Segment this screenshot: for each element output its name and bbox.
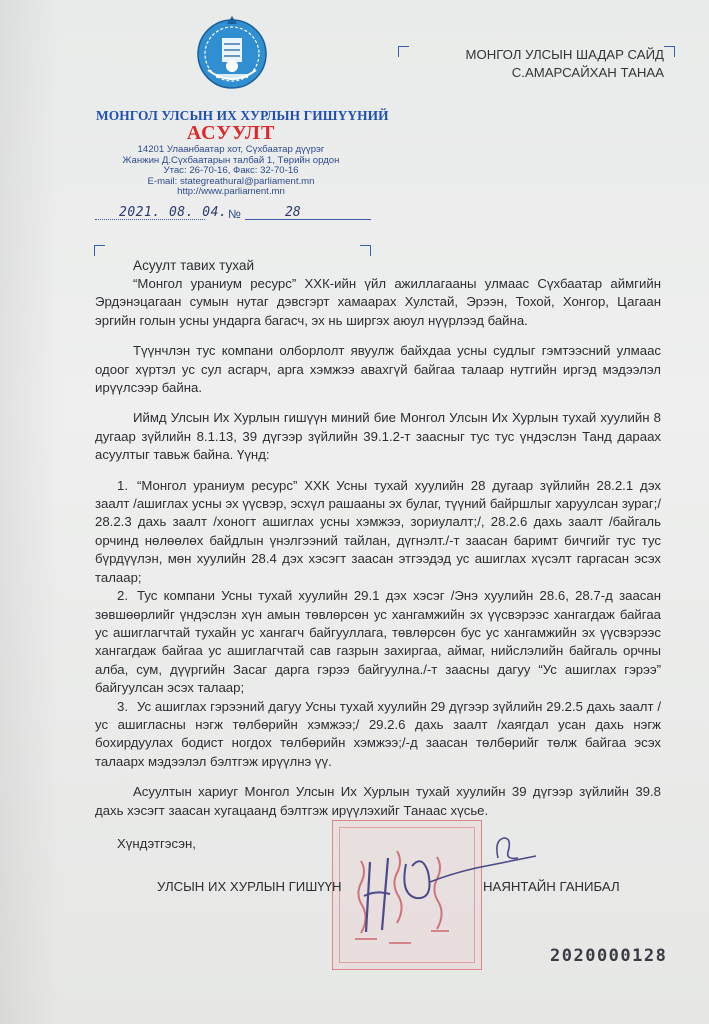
question-text: Тус компани Усны тухай хуулийн 29.1 дэх хэсэг /Энэ хуулийн 28.6, 28.7-д заасан зөвшөөрлийг үндэслэн хүн амын төвлөрсөн ус хангамжийн эх үүсвэрээс хангагдаж байгаа ус ашиглагчтай тухайн ус хангагч байгууллага, төвлөрсөн бус ус хангамжийн эх үүсвэрээс хангагдаж байгаа ус ашиглагчтай сав газрын захиргаа, аймаг, нийслэлийн байгаль орчны алба, сум, дүүргийн Засаг дарга гэрээ байгуулна./-т заасны дагуу “Ус ашиглах гэрээ” байгуулсан эсэх талаар;	[95, 588, 661, 696]
date-rule	[95, 219, 205, 220]
signatory-title: УЛСЫН ИХ ХУРЛЫН ГИШҮҮН	[157, 879, 342, 894]
addressee-block	[402, 46, 664, 82]
address-line: Жанжин Д.Сүхбаатарын талбай 1, Төрийн ордон	[122, 154, 340, 166]
question-number: 2.	[117, 588, 128, 604]
closing-paragraph: Асуултын хариуг Монгол Улсын Их Хурлын тухай хуулийн 39 дүгээр зүйлийн 39.8 дахь хэсэгт заасан хугацаанд бэлтгэж ирүүлэхийг Танаас хүсье.	[95, 784, 661, 818]
phone-line: Утас: 26-70-16, Факс: 32-70-16	[163, 165, 299, 177]
website-line: http://www.parliament.mn	[177, 186, 285, 198]
org-name: МОНГОЛ УЛСЫН ИХ ХУРЛЫН ГИШҮҮНИЙ	[96, 108, 389, 123]
question-number: 3.	[117, 698, 128, 714]
registration-number: 2020000128	[550, 946, 668, 966]
date-number-line	[95, 205, 371, 223]
addressee-position: МОНГОЛ УЛСЫН ШАДАР САЙД	[465, 47, 664, 62]
question-item	[95, 587, 661, 697]
subject-line: Асуулт тавих тухай	[133, 258, 255, 273]
body-paragraph: Түүнчлэн тус компани олборлолт явуулж байхдаа усны судлыг гэмтээсний улмаас одоог хүртэл ус сул асгарч, арга хэмжээ авахгүй байгаа талаар нутгийн иргэд мэдээлэл ирүүлсээр байна.	[95, 343, 661, 396]
question-item	[95, 698, 661, 772]
body-paragraph: “Монгол ураниум ресурс” ХХК-ийн үйл ажиллагааны улмаас Сүхбаатар аймгийн Эрдэнэцагаан сумын нутаг дэвсгэрт хамаарах Хулстай, Эрээн, Тохой, Хонгор, Цагаан эргийн голын усны ундарга багасч, эх нь ширгэх аюул нүүрлээд байна.	[95, 276, 661, 328]
mongolia-state-emblem-icon	[194, 14, 270, 92]
signatory-name: НАЯНТАЙН ГАНИБАЛ	[483, 879, 620, 894]
question-number: 1.	[117, 477, 128, 493]
document-title: АСУУЛТ	[186, 122, 276, 144]
document-number: 28	[285, 205, 301, 220]
subject-corner-mark	[94, 245, 105, 256]
question-text: “Монгол ураниум ресурс” ХХК Усны тухай хуулийн 28 дугаар зүйлийн 28.2.1 дэх заалт /ашиглах усны эх үүсвэр, эсхүл рашааны эх булаг, түүний байршлыг харуулсан зураг;/ 28.2.3 дахь заалт /хоногт ашиглах усны хэмжээ, зориулалт;/, 28.2.6 дахь заалт /байгаль орчинд нөлөөлөх байдлын үнэлгээний тайлан, дүгнэлт./-т заасан баримт бичгийг тус тус бүрдүүлэн, мөн хуулийн 28.4 дэх хэсэгт заасан этгээдэд ус ашиглах хүсэлт гаргасан эсэх талаар;	[95, 477, 661, 585]
regards: Хүндэтгэсэн,	[117, 836, 196, 851]
addressee-name: С.АМАРСАЙХАН ТАНАА	[511, 65, 664, 80]
subject-corner-mark	[360, 245, 371, 256]
letter-body	[95, 275, 661, 832]
question-list	[95, 477, 661, 772]
addressee-corner-mark	[664, 46, 675, 57]
document-date: 2021. 08. 04.	[119, 205, 228, 220]
question-item	[95, 477, 661, 587]
number-sign: №	[228, 207, 241, 221]
email-line: E-mail: stategreathural@parliament.mn	[147, 175, 315, 187]
body-paragraph: Иймд Улсын Их Хурлын гишүүн миний бие Монгол Улсын Их Хурлын тухай хуулийн 8 дугаар зүйлийн 8.1.13, 39 дүгээр зүйлийн 39.1.2-т заасныг тус тус үндэслэн Танд дараах асуултыг тавьж байна. Үүнд:	[95, 410, 661, 463]
question-text: Ус ашиглах гэрээний дагуу Усны тухай хуулийн 29 дүгээр зүйлийн 29.2.5 дахь заалт /ус ашигласны нэгж төлбөрийн хэмжээ;/ 29.2.6 дахь заалт /хаягдал усан дахь нэгж бохирдуулах бодист ногдох төлбөрийн хэмжээ;/-д заасан төлбөрийг төлж байгаа эсэх талаарх мэдээлэл бэлтгэж ирүүлнэ үү.	[95, 698, 661, 769]
number-rule	[245, 219, 371, 220]
letterhead-address	[96, 145, 366, 198]
address-line: 14201 Улаанбаатар хот, Сүхбаатар дүүрэг	[137, 144, 325, 155]
